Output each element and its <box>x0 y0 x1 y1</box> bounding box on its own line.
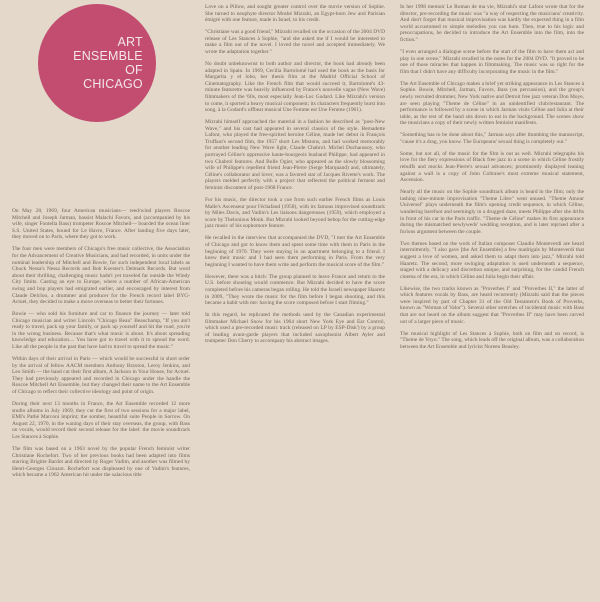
paragraph: No doubt unbeknownst to both author and director, the book had already been adapted in Spain. In 1969, Cecilia Bartolomé had used the book as the basis for Margarita y el lobo, her thesis film at the Madrid Official School of Cinematography. Like the French film that would succeed it, Bartolomé's 43-minute featurette was heavily influenced by France's nouvelle vague (New Wave) filmmakers of the '60s, most especially Jean-Luc Godard. Like Mizrahi's version to come, it sported a heavy musical component; its characters frequently burst into song, à la Godard's offbeat musical Une Femme est Une Femme (1961). <box>205 60 385 114</box>
paragraph: "Christiane was a good friend," Mizrahi recalled on the occasion of the 2004 DVD release of Les Stances à Sophie, "and she asked me if I would be interested to make a film out of the novel. I loved the novel and accepted immediately. We wrote the adaptation together." <box>205 29 385 55</box>
paragraph: During their next 13 months in France, the Art Ensemble recorded 12 more studio albums in July 1969, they cut the first of two sessions for a major label, EMI's Pathé Marconi imprint; the somber, beautiful suite People in Sorrow. On August 22, 1970, in the waning days of their stay overseas, the group, with Bass on vocals, would record their second release for the label: the movie soundtrack Les Stances à Sophie. <box>12 401 190 440</box>
logo-line: OF <box>125 63 143 77</box>
paragraph: The musical highlight of Les Stances à Sophie, both on film and on record, is "Theme de Yoyo." The song, which leads off the original album, was a collaboration between the Art Ensemble and lyricist Noreen Beasley. <box>400 330 584 350</box>
text-column-left <box>12 208 190 484</box>
paragraph: "I even arranged a dialogue scene before the start of the film to have them act and play in one scene," Mizrahi recalled in the notes for the 2004 DVD. "It proved to be one of those miracles that happen in filmmaking. The music was so right for the film that I didn't have any difficulty incorporating the music in the film." <box>400 48 584 75</box>
paragraph: Within days of their arrival in Paris — which would be successful in short order by the arrival of fellow AACM members Anthony Braxton, Leroy Jenkins, and Leo Smith — the band cut their first album, A Jackson in Your House, for Actuel. They had previously appeared and recorded in Chicago under the handle the Roscoe Mitchell Art Ensemble, but they changed their name to the Art Ensemble of Chicago to reflect their collective ideology and point of origin. <box>12 356 190 396</box>
paragraph: On May 28, 1969, four American musicians— reed/wind players Roscoe Mitchell and Joseph Jarman, bassist Malachi Favors, and (accompanied by his wife, singer Fontella Bass) trumpeter Roscoe Mitchell— boarded the ocean liner S.S. United States, bound for Le Havre, France. After landing five days later, they moved on to Paris, where they got to work. <box>12 208 190 241</box>
paragraph: Nearly all the music on the Sophie soundtrack album is heard in the film; only the lashing nine-minute improvisation "Theme Libre" went unused. "Theme Amour Universel" plays underneath the film's opening credit sequence, in which Céline, wandering barefoot and seemingly in a drugged daze, meets Philippe after she drifts in front of his car in the Paris traffic. "Theme de Céline" makes its first appearance during the mismatched newlyweds' wedding reception, and is later reprised after a furious argument between the couple. <box>400 189 584 235</box>
text-column-middle <box>205 4 385 350</box>
paragraph: In this regard, he replicated the methods used by the Canadian experimental filmmaker Michael Snow for his 1964 short New York Eye and Ear Control, which used a pre-recorded music track (released on LP by ESP-Disk') by a group of leading avant-garde players that included saxophonist Albert Ayler and trumpeter Don Cherry to accompany his abstract images. <box>205 312 385 345</box>
logo-line: ENSEMBLE <box>73 49 143 63</box>
logo-line: ART <box>117 35 143 49</box>
paragraph: Two themes based on the work of Italian composer Claudio Monteverdi are heard intermittently. "I also gave [the Art Ensemble] a few madrigals by Monteverdi that suggest a love of women, and asked them to adapt them into jazz," Mizrahi told Haaretz. The second, more swinging adaptation is used underneath a sequence, staged with a delicacy and discretion unique, and surprising, for the candid French cinema of the era, in which Céline and Julia begin their affair. <box>400 240 584 280</box>
paragraph: The Art Ensemble of Chicago makes a brief yet striking appearance in Les Stances à Sophie. Bowie, Mitchell, Jarman, Favors, Bass (on percussion), and the group's newly recruited drummer, New York native and Detroit free jazz veteran Don Moye, are seen playing "Theme de Céline" in an unidentified club/restaurant. The performance is followed by a scene in which Jarman visits Céline and Julia at their table, as the rest of the band sits down to eat in the background. The scenes show the musicians a copy of their newly written feminist manifesto. <box>400 80 584 127</box>
paragraph: Bowie — who sold his furniture and car to finance the journey — later told Chicago musician and writer Lincoln "Chicago Beau" Beauchamp, "If you ain't ready to travel, pack up your family, or pack up yourself and hit the road, you're in the wrong business. Because that's what music is about. It's about spreading knowledge and education.... You have got to travel with it to spread the word. Like all the people in the past that have had to travel to spread the music." <box>12 311 190 351</box>
logo-line: CHICAGO <box>83 77 143 91</box>
paragraph: He recalled in the interview that accompanied the DVD, "I met the Art Ensemble of Chicago and got to know them and spent some time with them in Paris in the beginning of 1970. They were staying in an apartment belonging to a friend. I knew their music and I had seen them performing in Paris. From the very beginning I wanted to have them write and perform the musical score of the film." <box>205 235 385 268</box>
paragraph: In her 1998 memoir Le Roman de ma vie, Mizrahi's star Lafont wrote that for the director, pre-recording the music was "a way of respecting the musicians' creativity. And don't forget that musical improvisation was hardly the expected thing in a film world accustomed to simple melodies you can hum. Then, true to his logic and preoccupations, he decided to introduce the Art Ensemble into the film, into the fiction." <box>400 4 584 43</box>
paragraph: For his music, the director took a cue from such earlier French films as Louis Malle's Ascenseur pour l'échafaud (1958), with its famous improvised soundtrack by Miles Davis, and Vadim's Les liaisons dangereuses (1959), which employed a score by Thelonious Monk. But Mizrahi looked beyond bebop for the cutting-edge jazz music of his sophomore feature. <box>205 197 385 230</box>
paragraph: However, there was a hitch: The group planned to leave France and return to the U.S. before shooting would commence. But Mizrahi decided to have the score completed before his cameras began rolling. He told the Israeli newspaper Haaretz in 2009, "They wrote the music for the film before I began shooting, and this became a habit with me: having the score composed before I start filming." <box>205 273 385 307</box>
text-column-right <box>400 4 584 356</box>
paragraph: "Something has to be done about this," Jarman says after thumbing the manuscript, "cause it's a drag, you know. The Europeans' sexual thing is completely out." <box>400 132 584 145</box>
paragraph: Some, but not all, of the music for the film is out as well. Mizrahi telegraphs his love for the fiery expressions of Black free jazz in a scene in which Céline frostily rebuffs and mocks Jean-Pierre's sexual advances; prominently displayed leaning against a wall is a copy of John Coltrane's most extreme musical statement, Ascension. <box>400 150 584 184</box>
paragraph: The film was based on a 1963 novel by the popular French feminist writer Christiane Rochefort. Two of her previous books had been adapted into films starring Brigitte Bardot and directed by Roger Vadim, and another was filmed by Henri-Georges Clouzot. Rochefort was displeased by one of Vadim's features, which became a 1962 American hit under the salacious title <box>12 445 190 479</box>
paragraph: Likewise, the two tracks known as "Proverbes I" and "Proverbes II," the latter of which features vocals by Bass, are heard recurrently (Mizrahi said that the pieces were inspired by part of Chapter 31 of the Old Testament's Book of Proverbs, known as "Woman of Valor"). Several other stretches of incidental music with Bass that are not heard on the album suggest that "Proverbes II" may have been carved out of a larger piece of music. <box>400 285 584 325</box>
art-ensemble-logo <box>38 4 156 122</box>
logo-wordmark <box>73 35 143 91</box>
paragraph: Mizrahi himself approached the material in a fashion he described as "post-New Wave," and his cast had appeared in several classics of the style. Bernadette Lafont, who played the free-spirited heroine Céline, made her debut in François Truffaut's second film, the 1957 short Les Mistons, and had worked memorably for another leading New Wave light, Claude Chabrol. Michel Duchaussoy, who portrayed Céline's oppressive haute-bourgeois husband Philippe, had appeared in two Chabrol features. And Bulle Ogier, who appeared as the slowly blossoming wife of Philippe's repellent friend Jean-Pierre (Serge Marquand) and, ultimately, Céline's collaborator and lover, was a favored star of Jacques Rivette's work. The players melded perfectly with a project that reflected the political ferment and feminist discontent of post-1968 France. <box>205 119 385 192</box>
paragraph: The four men were members of Chicago's free music collective, the Association for the Advancement of Creative Musicians, and had recorded, in units under the nominal leadership of Mitchell and Bowie, for such independent local labels as Chuck Nessa's Nessa Records and Bob Koester's Delmark Records. But word about their thrilling, challenging music hadn't yet traveled far outside the Windy City limits. Casting an eye to Europe, where a number of African-American swing and bop players had emigrated earlier, and encouraged by interest from Claude Delcloo, a drummer and producer for the French record label BYG-Actuel, they decided to make a move overseas to better their fortunes. <box>12 246 190 306</box>
paragraph: Love on a Pillow, and sought greater control over the movie version of Sophie. She turned to neophyte director Moshé Mizrahi, an Egypt-born Jew and Parisian émigré with one feature, made in Israel, to his credit. <box>205 4 385 24</box>
